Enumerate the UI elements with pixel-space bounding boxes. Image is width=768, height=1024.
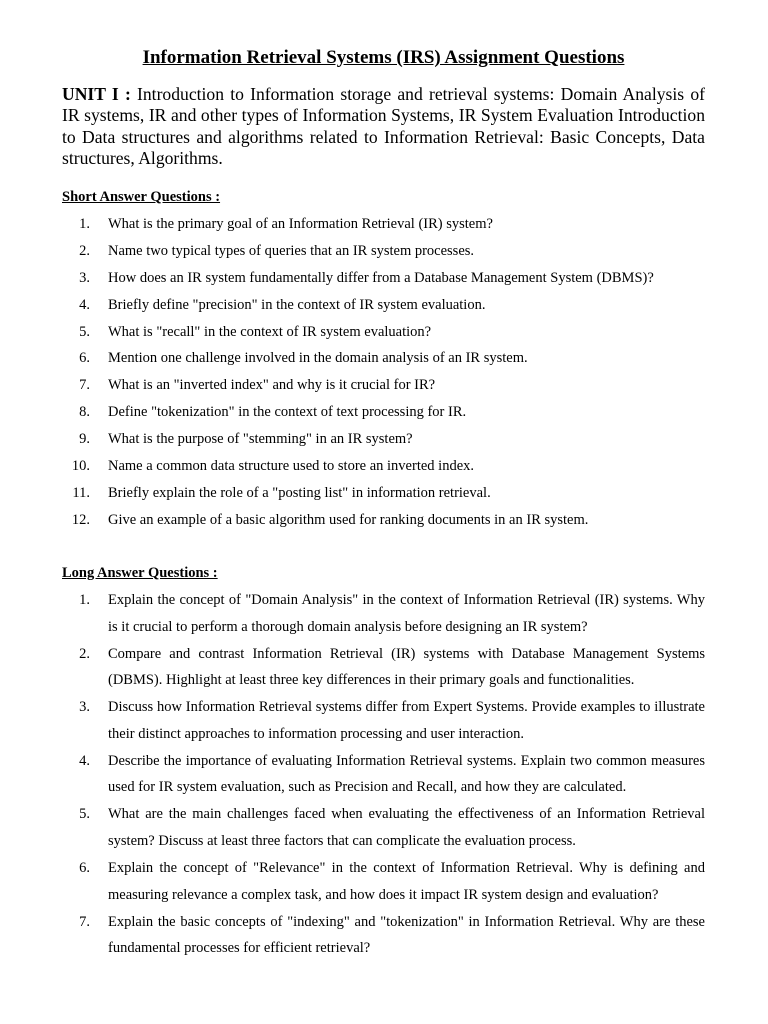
long-question-item	[62, 694, 705, 748]
short-question-item	[62, 372, 705, 399]
question-text: What is the primary goal of an Information Retrieval (IR) system?	[108, 216, 493, 232]
short-question-item	[62, 453, 705, 480]
question-number: 3.	[79, 699, 90, 716]
long-question-item	[62, 641, 705, 695]
question-text: What are the main challenges faced when evaluating the effectiveness of an Information Retrieval system? Discuss at least three factors that can complicate the evaluation process.	[108, 806, 705, 849]
short-question-item	[62, 345, 705, 372]
short-answer-list	[62, 211, 705, 534]
short-question-item	[62, 426, 705, 453]
question-text: Explain the concept of "Domain Analysis" in the context of Information Retrieval (IR) systems. Why is it crucial to perform a thorough domain analysis before designing an IR system?	[108, 592, 705, 635]
short-question-item	[62, 238, 705, 265]
long-answer-heading: Long Answer Questions :	[62, 565, 218, 581]
question-number: 7.	[79, 913, 90, 930]
question-number: 3.	[79, 269, 90, 286]
short-question-item	[62, 292, 705, 319]
long-answer-list	[62, 587, 705, 962]
question-text: What is "recall" in the context of IR system evaluation?	[108, 323, 432, 340]
question-text: Name a common data structure used to store an inverted index.	[108, 458, 475, 475]
question-text: Explain the basic concepts of "indexing" and "tokenization" in Information Retrieval. Why are these fundamental processes for efficient retrieval?	[108, 913, 705, 957]
question-number: 5.	[79, 806, 90, 823]
short-question-item	[62, 399, 705, 426]
question-text: Mention one challenge involved in the domain analysis of an IR system.	[108, 350, 528, 367]
short-question-item	[62, 211, 705, 238]
long-question-item	[62, 909, 705, 963]
question-number: 9.	[79, 431, 90, 448]
question-number: 12.	[71, 511, 90, 528]
question-number: 10.	[71, 458, 90, 475]
question-text: How does an IR system fundamentally differ from a Database Management System (DBMS)?	[108, 269, 654, 286]
short-question-item	[62, 480, 705, 507]
question-text: Explain the concept of "Relevance" in the context of Information Retrieval. Why is defining and measuring relevance a complex task, and how does it impact IR system design and evaluation?	[108, 859, 705, 903]
unit-text: Introduction to Information storage and retrieval systems: Domain Analysis of IR systems, IR and other types of Information Systems, IR System Evaluation Introduction to Data structures and algorithms related to Information Retrieval: Basic Concepts, Data structures, Algorithms.	[62, 84, 705, 169]
question-number: 4.	[79, 752, 90, 769]
short-answer-heading: Short Answer Questions :	[62, 189, 221, 205]
unit-description	[62, 84, 705, 170]
short-question-item	[62, 507, 705, 534]
question-text: Briefly explain the role of a "posting list" in information retrieval.	[108, 484, 491, 501]
question-text: Define "tokenization" in the context of text processing for IR.	[108, 404, 467, 421]
question-text: Give an example of a basic algorithm used for ranking documents in an IR system.	[108, 511, 589, 528]
long-question-item	[62, 801, 705, 855]
document-title: Information Retrieval Systems (IRS) Assignment Questions	[142, 47, 625, 68]
long-question-item	[62, 587, 705, 641]
question-text: Compare and contrast Information Retrieval (IR) systems with Database Management Systems (DBMS). Highlight at least three key differences in their primary goals and functionalities.	[108, 645, 705, 689]
question-text: Describe the importance of evaluating Information Retrieval systems. Explain two common measures used for IR system evaluation, such as Precision and Recall, and how they are calculated.	[108, 752, 705, 796]
question-number: 5.	[79, 323, 90, 340]
question-number: 6.	[79, 859, 90, 876]
question-number: 2.	[79, 242, 90, 259]
question-text: Name two typical types of queries that an IR system processes.	[108, 242, 475, 259]
question-number: 1.	[79, 216, 90, 232]
question-number: 8.	[79, 404, 90, 421]
question-text: What is an "inverted index" and why is it crucial for IR?	[108, 377, 436, 394]
question-number: 4.	[79, 296, 90, 313]
question-number: 2.	[79, 645, 90, 662]
question-number: 1.	[79, 592, 90, 608]
question-number: 7.	[79, 377, 90, 394]
unit-label: UNIT I :	[62, 84, 131, 104]
question-number: 6.	[79, 350, 90, 367]
long-question-item	[62, 855, 705, 909]
question-number: 11.	[72, 484, 90, 501]
question-text: What is the purpose of "stemming" in an IR system?	[108, 431, 413, 448]
long-question-item	[62, 748, 705, 802]
short-question-item	[62, 265, 705, 292]
question-text: Discuss how Information Retrieval systems differ from Expert Systems. Provide examples to illustrate their distinct approaches to information processing and user interaction.	[108, 699, 705, 742]
short-question-item	[62, 319, 705, 346]
question-text: Briefly define "precision" in the context of IR system evaluation.	[108, 296, 486, 313]
